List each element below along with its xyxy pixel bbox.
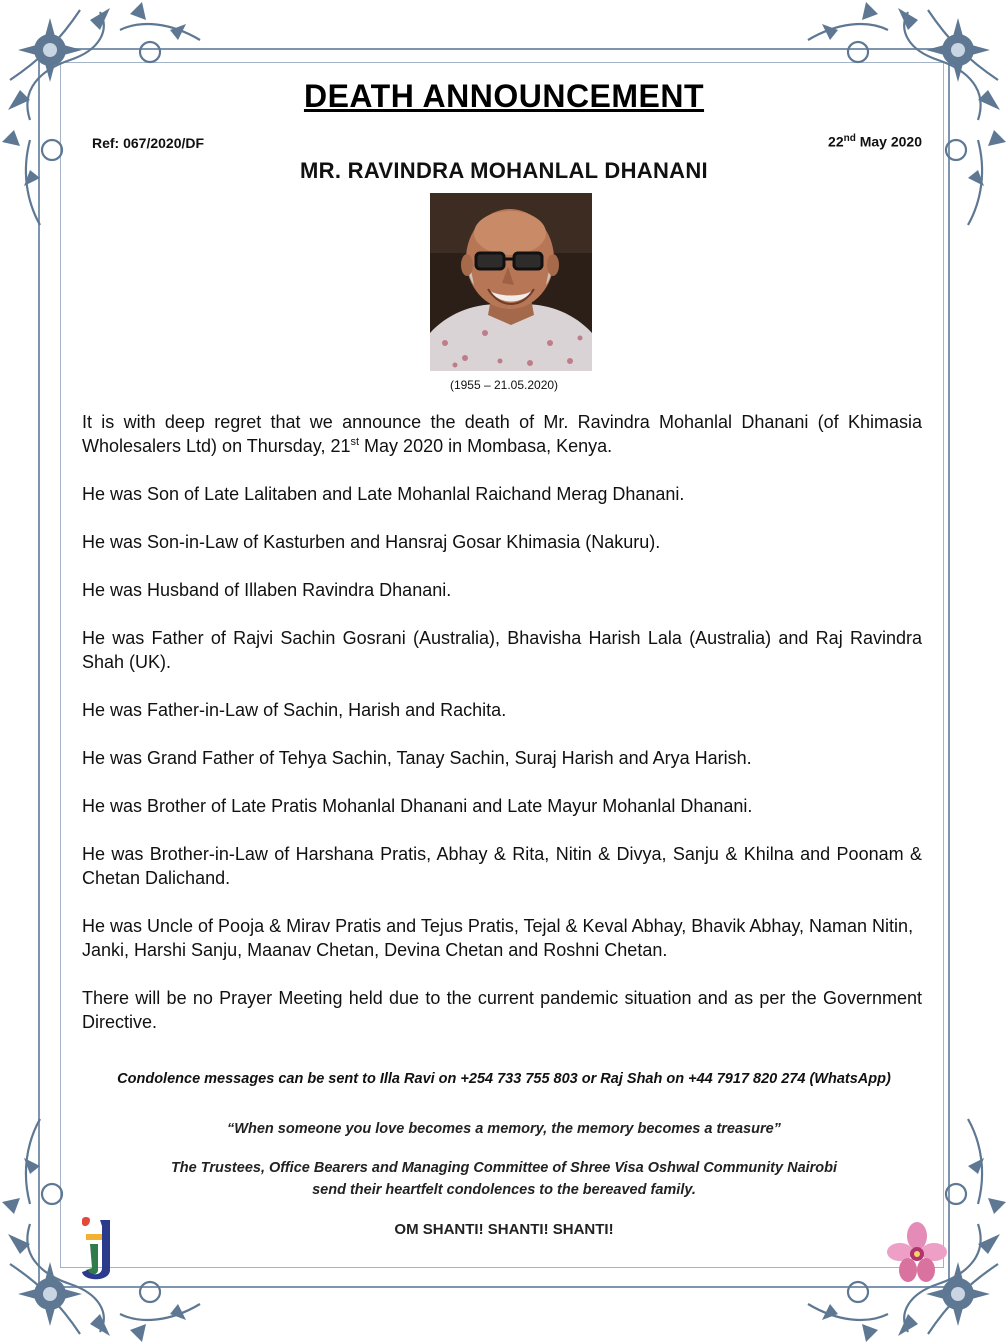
ordinal-suffix: st xyxy=(350,436,360,448)
paragraph-text: It is with deep regret that we announce the death of Mr. Ravindra Mohanlal Dhanani (of Khimasia Wholesalers Ltd) on Thursday, 21 xyxy=(82,412,922,456)
deceased-name: MR. RAVINDRA MOHANLAL DHANANI xyxy=(300,158,708,183)
paragraph-grandchildren: He was Grand Father of Tehya Sachin, Tanay Sachin, Suraj Harish and Arya Harish. xyxy=(82,748,752,768)
paragraph-parents-in-law: He was Son-in-Law of Kasturben and Hansraj Gosar Khimasia (Nakuru). xyxy=(82,532,661,552)
portrait-illustration xyxy=(430,193,592,371)
date-day: 22 xyxy=(828,133,844,150)
paragraph-nephews-nieces: He was Uncle of Pooja & Mirav Pratis and Tejus Pratis, Tejal & Keval Abhay, Bhavik Abhay, Naman Nitin, Janki, Harshi Sanju, Maanav Chetan, Devina Chetan and Roshni Chetan. xyxy=(82,916,914,960)
paragraph-text: May 2020 in Mombasa, Kenya. xyxy=(359,436,613,456)
condolence-contact: Condolence messages can be sent to Illa Ravi on +254 733 755 803 or Raj Shah on +44 7917 820 274 (WhatsApp) xyxy=(117,1071,891,1087)
community-logo xyxy=(76,1214,118,1284)
paragraph-parents: He was Son of Late Lalitaben and Late Mohanlal Raichand Merag Dhanani. xyxy=(82,484,685,504)
announcement-body xyxy=(82,410,922,1058)
paragraph-spouse: He was Husband of Illaben Ravindra Dhanani. xyxy=(82,580,452,600)
page-title: DEATH ANNOUNCEMENT xyxy=(303,78,705,114)
paragraph-brothers-in-law: He was Brother-in-Law of Harshana Pratis, Abhay & Rita, Nitin & Divya, Sanju & Khilna and Poonam & Chetan Dalichand. xyxy=(82,844,922,888)
paragraph-children: He was Father of Rajvi Sachin Gosrani (Australia), Bhavisha Harish Lala (Australia) and Raj Ravindra Shah (UK). xyxy=(82,628,922,672)
om-shanti-closing: OM SHANTI! SHANTI! SHANTI! xyxy=(394,1221,614,1238)
trustees-line-2: send their heartfelt condolences to the bereaved family. xyxy=(312,1182,696,1198)
reference-number: Ref: 067/2020/DF xyxy=(92,135,205,151)
corner-ornament-top-left xyxy=(0,0,240,240)
paragraph-brothers: He was Brother of Late Pratis Mohanlal Dhanani and Late Mayur Mohanlal Dhanani. xyxy=(82,796,753,816)
lifespan-dates: (1955 – 21.05.2020) xyxy=(449,378,559,392)
trustees-line-1: The Trustees, Office Bearers and Managing Committee of Shree Visa Oshwal Community Nairobi xyxy=(170,1160,838,1176)
orchid-flower-icon xyxy=(886,1222,948,1284)
paragraph-children-in-law: He was Father-in-Law of Sachin, Harish and Rachita. xyxy=(82,700,507,720)
paragraph-prayer-meeting: There will be no Prayer Meeting held due to the current pandemic situation and as per the Government Directive. xyxy=(82,988,922,1032)
trustees-message xyxy=(100,1157,908,1201)
date-rest: May 2020 xyxy=(855,133,922,150)
corner-ornament-top-right xyxy=(768,0,1008,240)
paragraph-death-notice xyxy=(82,410,922,458)
announcement-date xyxy=(828,133,922,150)
date-suffix: nd xyxy=(843,133,856,144)
memorial-quote: “When someone you love becomes a memory, the memory becomes a treasure” xyxy=(227,1121,781,1137)
portrait-photo xyxy=(430,193,592,371)
